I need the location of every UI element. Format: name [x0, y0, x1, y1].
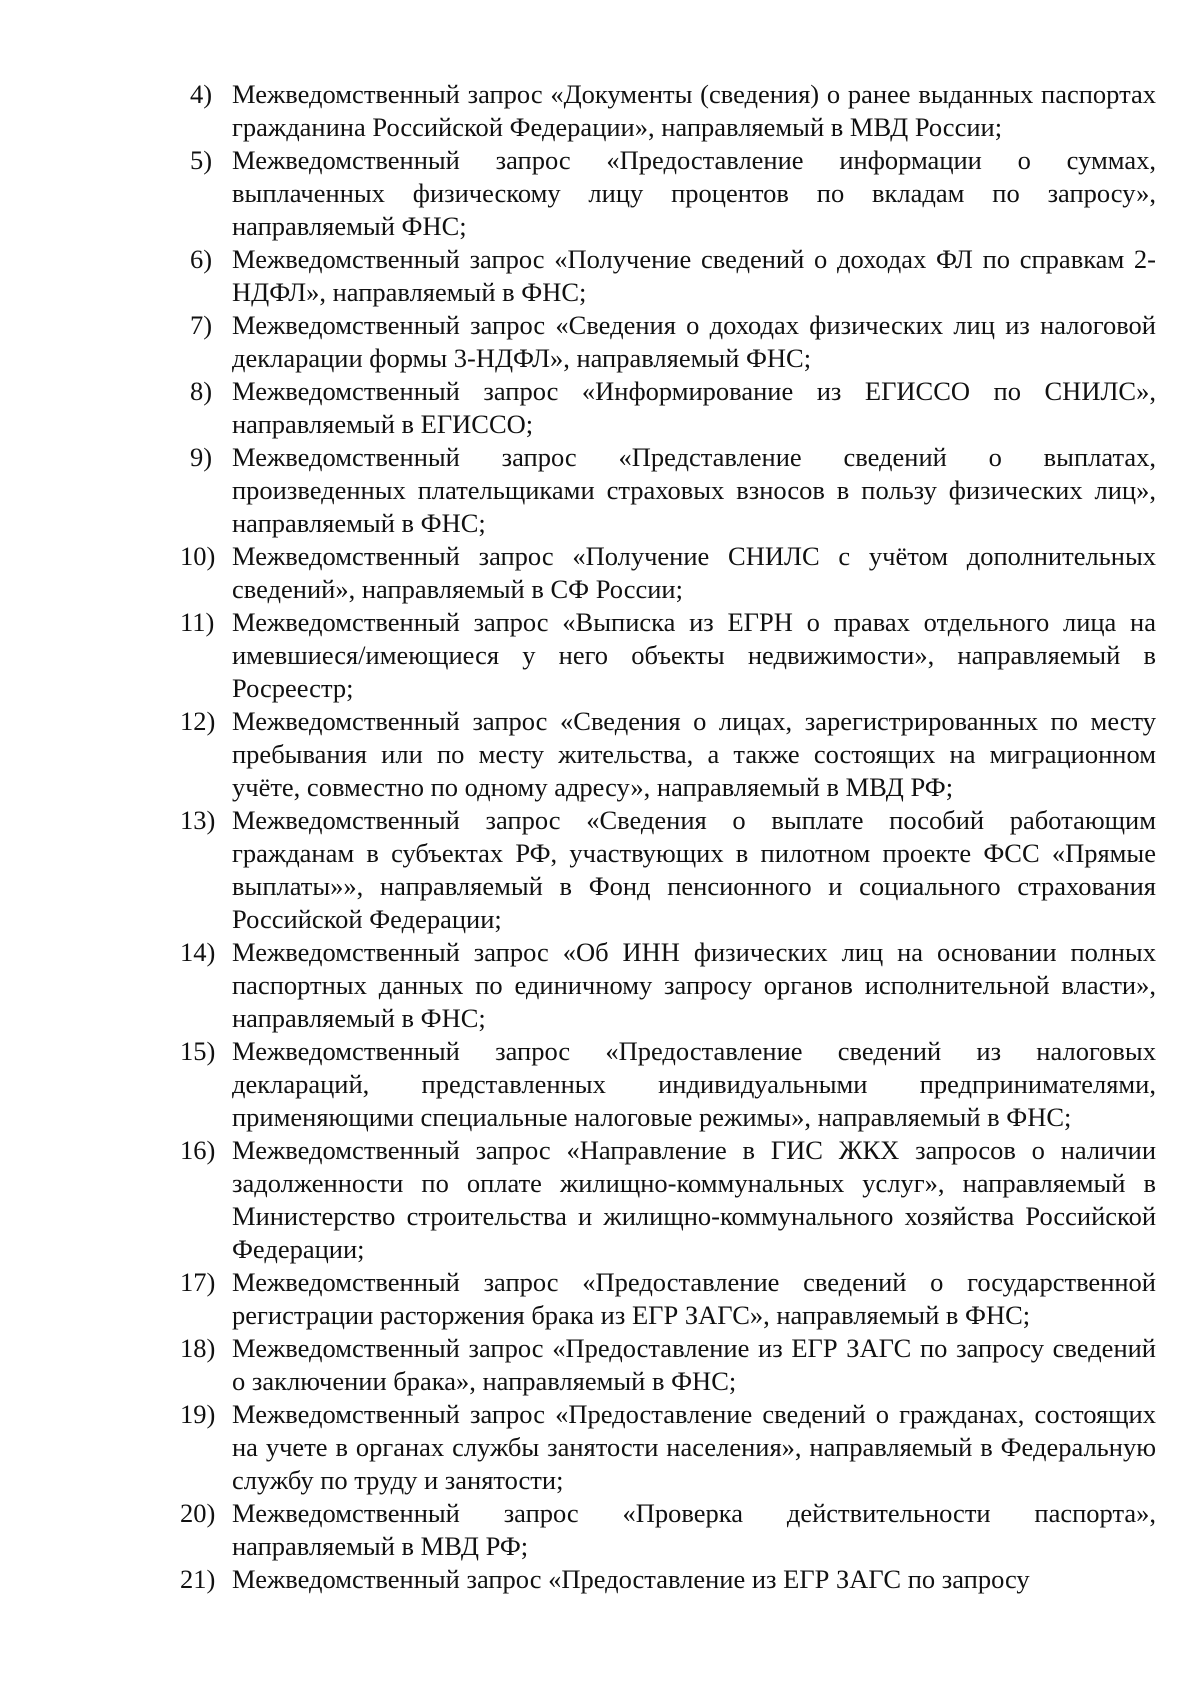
list-item-text: Межведомственный запрос «Сведения о лицах, зарегистрированных по месту пребывания или по месту жительства, а также состоящих на миграционном учёте, совместно по одному адресу», направляемый в МВД РФ; [232, 706, 1156, 802]
list-item [180, 1266, 1156, 1332]
list-item-text: Межведомственный запрос «Предоставление из ЕГР ЗАГС по запросу сведений о заключении брака», направляемый в ФНС; [232, 1333, 1156, 1396]
list-item [180, 1134, 1156, 1266]
list-item-number: 17) [180, 1267, 216, 1297]
list-item-text: Межведомственный запрос «Направление в ГИС ЖКХ запросов о наличии задолженности по оплате жилищно-коммунальных услуг», направляемый в Министерство строительства и жилищно-коммунального хозяйства Российской Федерации; [232, 1135, 1156, 1264]
list-item-number: 10) [180, 541, 216, 571]
list-item [180, 804, 1156, 936]
list-item-number: 5) [190, 145, 213, 175]
list-item-number: 21) [180, 1564, 216, 1594]
list-item-number: 12) [180, 706, 216, 736]
list-item-number: 20) [180, 1498, 216, 1528]
list-item-number: 16) [180, 1135, 216, 1165]
list-item-number: 4) [190, 79, 213, 109]
request-list [180, 78, 1156, 1596]
list-item [180, 936, 1156, 1035]
list-item-number: 19) [180, 1399, 216, 1429]
list-item [190, 441, 1156, 540]
list-item-text: Межведомственный запрос «Предоставление сведений из налоговых деклараций, представленных индивидуальными предпринимателями, применяющими специальные налоговые режимы», направляемый в ФНС; [232, 1036, 1156, 1132]
list-item-number: 18) [180, 1333, 216, 1363]
list-item-number: 14) [180, 937, 216, 967]
list-item-text: Межведомственный запрос «Предоставление сведений о гражданах, состоящих на учете в органах службы занятости населения», направляемый в Федеральную службу по труду и занятости; [232, 1399, 1156, 1495]
list-item [190, 309, 1156, 375]
list-item [180, 1332, 1156, 1398]
list-item-number: 7) [190, 310, 213, 340]
list-item [190, 375, 1156, 441]
list-item-number: 9) [190, 442, 213, 472]
list-item [190, 144, 1156, 243]
list-item [180, 1035, 1156, 1134]
list-item-number: 11) [180, 607, 215, 637]
list-item [180, 1563, 1156, 1596]
list-item [190, 243, 1156, 309]
list-item-number: 15) [180, 1036, 216, 1066]
list-item-text: Межведомственный запрос «Сведения о доходах физических лиц из налоговой декларации формы 3-НДФЛ», направляемый ФНС; [232, 310, 1156, 373]
list-item-number: 8) [190, 376, 213, 406]
list-item-number: 13) [180, 805, 216, 835]
list-item-text: Межведомственный запрос «Предоставление информации о суммах, выплаченных физическому лицу процентов по вкладам по запросу», направляемый ФНС; [232, 145, 1156, 241]
list-item-text: Межведомственный запрос «Предоставление сведений о государственной регистрации расторжения брака из ЕГР ЗАГС», направляемый в ФНС; [232, 1267, 1156, 1330]
list-item-text: Межведомственный запрос «Предоставление из ЕГР ЗАГС по запросу [232, 1564, 1030, 1594]
list-item [180, 705, 1156, 804]
list-item-text: Межведомственный запрос «Представление сведений о выплатах, произведенных плательщиками страховых взносов в пользу физических лиц», направляемый в ФНС; [232, 442, 1156, 538]
list-item-text: Межведомственный запрос «Получение сведений о доходах ФЛ по справкам 2-НДФЛ», направляемый в ФНС; [232, 244, 1156, 307]
list-item-text: Межведомственный запрос «Проверка действительности паспорта», направляемый в МВД РФ; [232, 1498, 1156, 1561]
list-item [180, 540, 1156, 606]
list-item [180, 606, 1156, 705]
list-item-text: Межведомственный запрос «Документы (сведения) о ранее выданных паспортах гражданина Российской Федерации», направляемый в МВД России; [232, 79, 1156, 142]
list-item [190, 78, 1156, 144]
list-item-text: Межведомственный запрос «Сведения о выплате пособий работающим гражданам в субъектах РФ, участвующих в пилотном проекте ФСС «Прямые выплаты»», направляемый в Фонд пенсионного и социального страхования Российской Федерации; [232, 805, 1156, 934]
list-item-text: Межведомственный запрос «Получение СНИЛС с учётом дополнительных сведений», направляемый в СФ России; [232, 541, 1156, 604]
list-item-number: 6) [190, 244, 213, 274]
list-item [180, 1398, 1156, 1497]
list-item-text: Межведомственный запрос «Информирование из ЕГИССО по СНИЛС», направляемый в ЕГИССО; [232, 376, 1156, 439]
list-item-text: Межведомственный запрос «Выписка из ЕГРН о правах отдельного лица на имевшиеся/имеющиеся у него объекты недвижимости», направляемый в Росреестр; [232, 607, 1156, 703]
list-item [180, 1497, 1156, 1563]
list-item-text: Межведомственный запрос «Об ИНН физических лиц на основании полных паспортных данных по единичному запросу органов исполнительной власти», направляемый в ФНС; [232, 937, 1156, 1033]
